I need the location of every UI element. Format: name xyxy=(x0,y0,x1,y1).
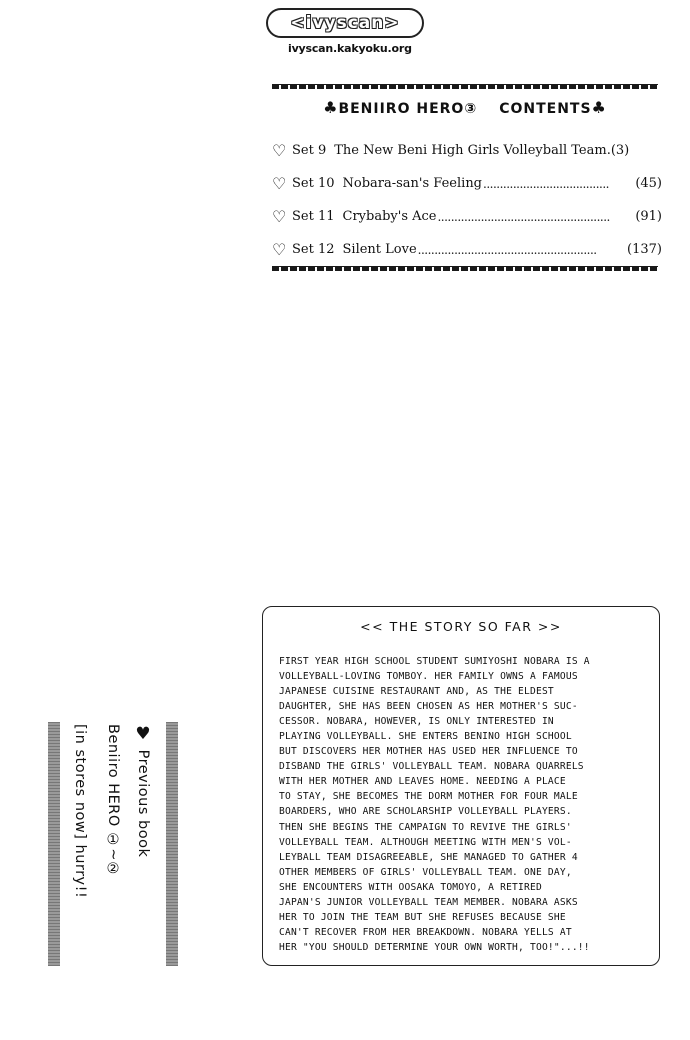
story-line: CAN'T RECOVER FROM HER BREAKDOWN. NOBARA YELLS AT xyxy=(279,926,572,938)
toc-page-number: (91) xyxy=(635,209,662,224)
ad-left-bar xyxy=(48,722,60,966)
story-line: CESSOR. NOBARA, HOWEVER, IS ONLY INTERESTED IN xyxy=(279,716,554,728)
toc-leader-dots: ...................................... xyxy=(483,176,609,191)
story-line: OTHER MEMBERS OF GIRLS' VOLLEYBALL TEAM. ONE DAY, xyxy=(279,866,572,878)
toc-set-number: Set 10 xyxy=(292,176,335,191)
site-url: ivyscan.kakyoku.org xyxy=(288,42,412,55)
toc-list xyxy=(272,134,662,266)
toc-item xyxy=(272,167,662,200)
heart-icon: ♡ xyxy=(272,141,287,160)
ad-line-book-title: Beniiro HERO ①~② xyxy=(105,724,121,878)
toc-leader-dots: ...................................................... xyxy=(417,242,597,257)
ad-line-1: Previous book xyxy=(135,749,151,858)
story-line: WITH HER MOTHER AND LEAVES HOME. NEEDING A PLACE xyxy=(279,776,566,788)
toc-top-divider xyxy=(272,84,658,89)
story-line: VOLLEYBALL TEAM. ALTHOUGH MEETING WITH MEN'S VOL- xyxy=(279,836,572,848)
toc-page-number: (3) xyxy=(610,143,630,158)
story-line: VOLLEYBALL-LOVING TOMBOY. HER FAMILY OWNS A FAMOUS xyxy=(279,671,578,683)
story-line: FIRST YEAR HIGH SCHOOL STUDENT SUMIYOSHI NOBARA IS A xyxy=(279,656,590,667)
story-line: SHE ENCOUNTERS WITH OOSAKA TOMOYO, A RETIRED xyxy=(279,881,542,893)
ad-line-in-stores: [in stores now] hurry!! xyxy=(72,724,88,899)
toc-chapter-title: Silent Love xyxy=(342,242,417,257)
story-line: BOARDERS, WHO ARE SCHOLARSHIP VOLLEYBALL PLAYERS. xyxy=(279,806,572,818)
story-line: JAPAN'S JUNIOR VOLLEYBALL TEAM MEMBER. NOBARA ASKS xyxy=(279,896,578,908)
toc-set-number: Set 12 xyxy=(292,242,335,257)
club-icon: ♣ xyxy=(323,98,339,117)
toc-chapter-title: Nobara-san's Feeling xyxy=(342,176,483,191)
heart-icon: ♥ xyxy=(133,724,153,745)
club-icon: ♣ xyxy=(591,98,607,117)
story-line: JAPANESE CUISINE RESTAURANT AND, AS THE ELDEST xyxy=(279,686,554,698)
heart-icon: ♡ xyxy=(272,207,287,226)
heart-icon: ♡ xyxy=(272,240,287,259)
story-line: BUT DISCOVERS HER MOTHER HAS USED HER INFLUENCE TO xyxy=(279,746,578,758)
toc-set-number: Set 11 xyxy=(292,209,335,224)
toc-title xyxy=(272,98,658,117)
toc-leader-dots: .................................................... xyxy=(437,209,610,224)
ad-line-previous-book xyxy=(133,724,153,857)
story-title: << THE STORY SO FAR >> xyxy=(360,619,562,634)
story-line: THEN SHE BEGINS THE CAMPAIGN TO REVIVE THE GIRLS' xyxy=(279,821,572,833)
book-title: BENIIRO HERO③ xyxy=(338,101,478,117)
toc-page-number: (45) xyxy=(635,176,662,191)
story-line: DISBAND THE GIRLS' VOLLEYBALL TEAM. NOBARA QUARRELS xyxy=(279,761,584,773)
story-line: LEYBALL TEAM DISAGREEABLE, SHE MANAGED TO GATHER 4 xyxy=(279,851,578,863)
toc-chapter-title: Crybaby's Ace xyxy=(342,209,437,224)
heart-icon: ♡ xyxy=(272,174,287,193)
story-so-far-box xyxy=(262,606,660,966)
story-line: HER "YOU SHOULD DETERMINE YOUR OWN WORTH, TOO!"...!! xyxy=(279,941,590,953)
contents-label: CONTENTS xyxy=(499,101,592,117)
toc-chapter-title: The New Beni High Girls Volleyball Team. xyxy=(334,143,611,158)
story-line: TO STAY, SHE BECOMES THE DORM MOTHER FOR FOUR MALE xyxy=(279,791,578,803)
story-line: PLAYING VOLLEYBALL. SHE ENTERS BENINO HIGH SCHOOL xyxy=(279,731,572,743)
ivyscan-logo: <ivyscan> xyxy=(266,8,424,38)
toc-set-number: Set 9 xyxy=(292,143,327,158)
toc-bottom-divider xyxy=(272,266,658,271)
toc-item xyxy=(272,134,662,167)
toc-item xyxy=(272,200,662,233)
story-text xyxy=(279,654,653,955)
story-line: HER TO JOIN THE TEAM BUT SHE REFUSES BECAUSE SHE xyxy=(279,911,566,923)
ad-right-bar xyxy=(166,722,178,966)
toc-page-number: (137) xyxy=(627,242,662,257)
story-line: DAUGHTER, SHE HAS BEEN CHOSEN AS HER MOTHER'S SUC- xyxy=(279,701,578,713)
toc-item xyxy=(272,233,662,266)
